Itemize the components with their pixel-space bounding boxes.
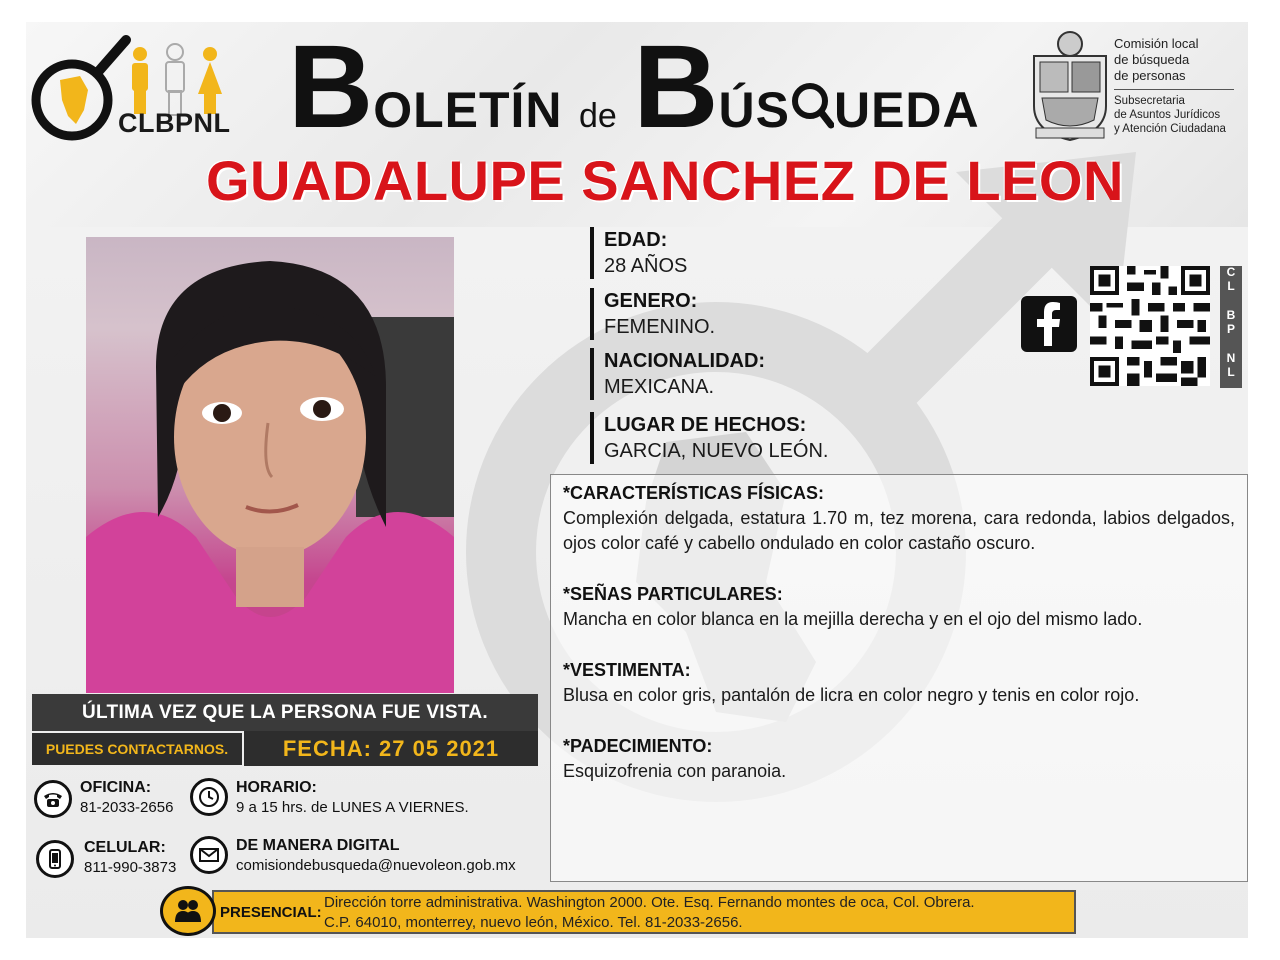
facebook-icon[interactable] [1021,296,1077,352]
commission-divider [1114,89,1234,90]
office-contact: OFICINA: 81-2033-2656 [80,779,174,816]
people-icon [160,886,216,936]
cellphone-icon [36,840,74,878]
magnifier-q-icon [790,81,834,129]
missing-person-name: GUADALUPE SANCHEZ DE LEON [206,149,1124,212]
digital-contact: DE MANERA DIGITAL comisiondebusqueda@nuevoleon.gob.mx [236,837,516,874]
presencial-address: Dirección torre administrativa. Washington 2000. Ote. Esq. Fernando montes de oca, Col. Obrera. C.P. 64010, monterrey, nuevo león, México. Tel. 81-2033-2656. [324,894,975,931]
clock-icon [190,778,228,816]
state-seal-icon [1028,28,1112,144]
clbpnl-vertical-code: C L B P N L [1220,266,1242,388]
bulletin-sheet [26,22,1248,938]
hours-contact: HORARIO: 9 a 15 hrs. de LUNES A VIERNES. [236,779,469,816]
email-icon [190,836,228,874]
field-nationality: NACIONALIDAD: MEXICANA. [590,348,765,400]
missing-person-photo [86,237,454,693]
details-box: *CARACTERÍSTICAS FÍSICAS: Complexión delgada, estatura 1.70 m, tez morena, cara redonda, labios delgados, ojos color café y cabello ondulado en color castaño oscuro. *SEÑAS PARTICULARES: Mancha en color blanca en la mejilla derecha y en el ojo del mismo lado. *VESTIMENTA: Blusa en color gris, pantalón de licra en color negro y tenis en color rojo. *PADECIMIENTO: Esquizofrenia con paranoia. [550,474,1248,882]
last-seen-date: FECHA: 27 05 2021 [244,731,538,766]
portrait-illustration [86,237,454,693]
last-seen-banner: ÚLTIMA VEZ QUE LA PERSONA FUE VISTA. [32,694,538,731]
cell-contact: CELULAR: 811-990-3873 [84,839,177,876]
presencial-bar: PRESENCIAL: Dirección torre administrativa. Washington 2000. Ote. Esq. Fernando montes de oca, Col. Obrera. C.P. 64010, monterrey, nuevo león, México. Tel. 81-2033-2656. [212,890,1076,934]
clbpnl-logo-text: CLBPNL [118,108,231,138]
phone-icon [34,780,72,818]
bulletin-title: BOLETÍN de BÚS UEDA [288,22,980,153]
field-age: EDAD: 28 AÑOS [590,227,687,279]
commission-block: Comisión local de búsqueda de personas Subsecretaria de Asuntos Jurídicos y Atención Ciudadana [1114,36,1248,136]
contact-us-tag: PUEDES CONTACTARNOS. [32,733,242,765]
field-gender: GENERO: FEMENINO. [590,288,715,340]
field-place: LUGAR DE HECHOS: GARCIA, NUEVO LEÓN. [590,412,829,464]
qr-code-icon[interactable] [1090,266,1210,386]
